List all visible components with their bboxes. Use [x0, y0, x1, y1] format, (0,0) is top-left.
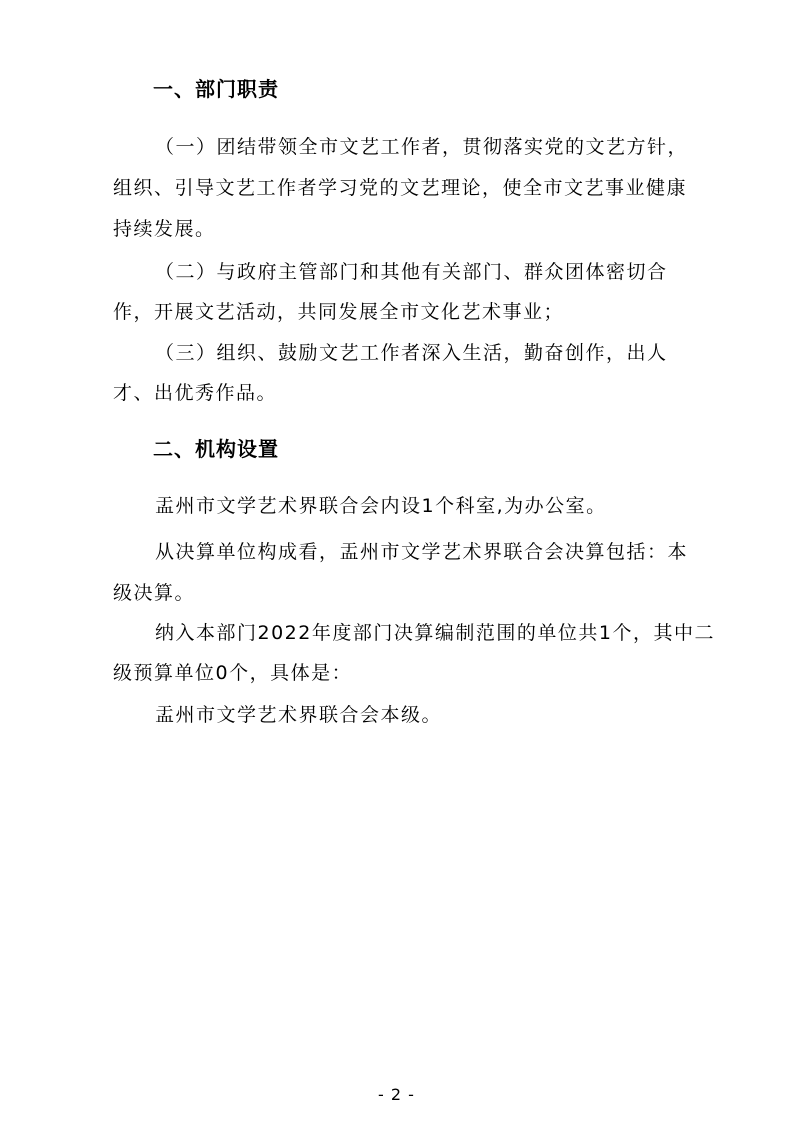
section-heading-responsibilities: 一、部门职责: [153, 77, 279, 101]
paragraph-line: （一）团结带领全市文艺工作者，贯彻落实党的文艺方针，: [155, 136, 689, 158]
paragraph-line: （二）与政府主管部门和其他有关部门、群众团体密切合: [155, 261, 668, 283]
paragraph-line: 盂州市文学艺术界联合会内设1个科室,为办公室。: [155, 495, 607, 517]
paragraph-line: 级决算。: [113, 582, 196, 604]
paragraph-line: 组织、引导文艺工作者学习党的文艺理论，使全市文艺事业健康: [113, 177, 688, 199]
page-number: - 2 -: [378, 1085, 415, 1104]
paragraph-line: （三）组织、鼓励文艺工作者深入生活，勤奋创作，出人: [155, 342, 668, 364]
paragraph-line: 纳入本部门2022年度部门决算编制范围的单位共1个，其中二: [155, 622, 715, 644]
paragraph-line: 才、出优秀作品。: [113, 382, 278, 404]
paragraph-line: 从决算单位构成看，盂州市文学艺术界联合会决算包括：本: [155, 541, 689, 563]
paragraph-line: 盂州市文学艺术界联合会本级。: [155, 704, 443, 726]
paragraph-line: 级预算单位0个，具体是：: [113, 662, 353, 684]
paragraph-line: 作，开展文艺活动，共同发展全市文化艺术事业；: [113, 301, 565, 323]
section-heading-organization: 二、机构设置: [153, 437, 279, 461]
paragraph-line: 持续发展。: [113, 218, 216, 240]
